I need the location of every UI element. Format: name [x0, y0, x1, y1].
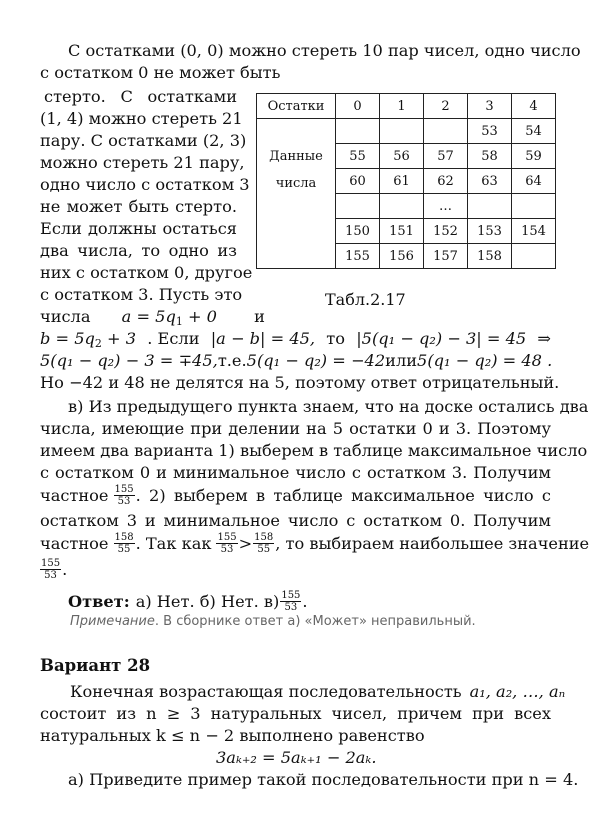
text-line: имеем два варианта 1) выберем в таблице максимальное число	[40, 441, 588, 460]
equation-line-c	[40, 350, 551, 372]
table-cell	[512, 244, 556, 269]
table-header-cell: 0	[336, 94, 380, 119]
math-implies: ⇒	[537, 329, 551, 348]
left-line: пару. С остатками (2, 3)	[40, 131, 247, 150]
text-segment: . Так как	[135, 533, 212, 553]
text-line: в) Из предыдущего пункта знаем, что на доске остались два	[68, 397, 589, 416]
math-eq-48: 5(q₁ − q₂) = 48 .	[417, 351, 553, 370]
variant-equation: 3aₖ₊₂ = 5aₖ₊₁ − 2aₖ.	[216, 748, 377, 767]
left-line: стерто. С остатками	[44, 87, 237, 106]
variant-line-5: а) Приведите пример такой последовательности при n = 4.	[68, 770, 579, 789]
variant-text: Конечная возрастающая последовательность	[70, 682, 462, 701]
fraction	[114, 532, 135, 555]
text-line: с остатком 0 и минимальное число с остатком 3. Получим	[40, 463, 551, 482]
table-caption: Табл.2.17	[325, 290, 406, 309]
table-row-label-2: числа	[275, 175, 317, 191]
table-cell	[380, 119, 424, 144]
left-line: них с остатком 0, другое	[40, 263, 253, 282]
left-line: два числа, то одно из	[40, 241, 237, 260]
table-cell: …	[424, 194, 468, 219]
table-cell: 64	[512, 169, 556, 194]
fraction-denominator: 55	[117, 544, 131, 555]
table-header-cell: 4	[512, 94, 556, 119]
fraction	[40, 558, 61, 581]
table-cell: 56	[380, 144, 424, 169]
text-line-frac-2	[40, 532, 590, 555]
table-cell: 60	[336, 169, 380, 194]
word-quotient: частное	[40, 533, 109, 553]
table-header-label: Остатки	[257, 94, 336, 119]
table-cell: 53	[468, 119, 512, 144]
table-header-row	[257, 94, 556, 119]
fraction-denominator: 53	[44, 570, 57, 581]
fraction-numerator: 158	[114, 532, 134, 543]
table-cell: 54	[512, 119, 556, 144]
table-cell: 55	[336, 144, 380, 169]
table-cell: 57	[424, 144, 468, 169]
note	[70, 614, 476, 629]
word-and: и	[254, 307, 265, 326]
left-line: можно стереть 21 пару,	[40, 153, 245, 172]
variant-sequence: a₁, a₂, …, aₙ	[469, 682, 566, 701]
answer-end: .	[302, 591, 308, 611]
fraction-denominator: 55	[257, 544, 271, 555]
table-cell	[424, 119, 468, 144]
table-cell: 156	[380, 244, 424, 269]
left-line: не может быть стерто.	[40, 197, 237, 216]
fraction-numerator: 155	[281, 590, 301, 601]
math-abs-diff: |a − b| = 45,	[210, 329, 316, 348]
text-line: числа, имеющие при делении на 5 остатки 0 и 3. Поэтому	[40, 419, 551, 438]
table-cell	[336, 194, 380, 219]
word-numbers: числа	[40, 307, 91, 326]
answer-label: Ответ:	[68, 591, 130, 611]
fraction	[280, 590, 301, 613]
fraction-numerator: 155	[114, 484, 134, 495]
variant-line-1	[70, 681, 566, 703]
table-cell: 63	[468, 169, 512, 194]
table-cell	[468, 194, 512, 219]
word-then: то	[326, 329, 345, 348]
text-line-frac-3	[40, 558, 67, 581]
table-cell: 154	[512, 219, 556, 244]
fraction-denominator: 53	[284, 602, 298, 613]
text-segment: , то выбираем наибольшее значение	[275, 533, 590, 553]
text-line: остатком 3 и минимальное число с остатком 0. Получим	[40, 511, 551, 530]
variant-line-2: состоит из n ≥ 3 натуральных чисел, причем при всех	[40, 704, 551, 723]
table-row	[257, 119, 556, 144]
remainders-table	[256, 93, 556, 269]
table-header-cell: 2	[424, 94, 468, 119]
text-line-frac-1	[40, 484, 551, 507]
table-cell: 151	[380, 219, 424, 244]
word-if: . Если	[147, 329, 200, 348]
variant-line-3: натуральных k ≤ n − 2 выполнено равенство	[40, 726, 425, 745]
math-greater: >	[238, 533, 253, 553]
table-cell: 157	[424, 244, 468, 269]
math-abs-eq: |5(q₁ − q₂) − 3| = 45	[356, 329, 527, 348]
intro-line-1: С остатками (0, 0) можно стереть 10 пар чисел, одно число	[68, 41, 581, 60]
table-cell: 158	[468, 244, 512, 269]
fraction-numerator: 155	[41, 558, 61, 569]
left-line: с остатком 3. Пусть это	[40, 285, 243, 304]
table-cell: 62	[424, 169, 468, 194]
fraction-numerator: 158	[254, 532, 274, 543]
table-cell	[380, 194, 424, 219]
fraction-denominator: 53	[220, 544, 234, 555]
math-b-def: $b = 5q_2 + 3$	[40, 329, 137, 350]
text-segment: . 2) выберем в таблице максимальное число с	[135, 485, 551, 505]
fraction-numerator: 155	[217, 532, 237, 543]
text-line: Но −42 и 48 не делятся на 5, поэтому ответ отрицательный.	[40, 373, 560, 392]
intro-line-2: с остатком 0 не может быть	[40, 63, 281, 82]
fraction	[114, 484, 135, 507]
math-eq-pm: 5(q₁ − q₂) − 3 = ∓45,	[40, 351, 218, 370]
answer-body: а) Нет. б) Нет. в)	[135, 591, 280, 611]
note-body: . В сборнике ответ а) «Может» неправильный.	[154, 614, 476, 629]
table-cell: 150	[336, 219, 380, 244]
variant-title: Вариант 28	[40, 656, 151, 675]
note-label: Примечание	[70, 614, 155, 629]
fraction	[253, 532, 274, 555]
table-cell: 152	[424, 219, 468, 244]
table-cell: 59	[512, 144, 556, 169]
table-row-label	[257, 119, 336, 269]
answer-line	[68, 590, 308, 613]
table-cell: 58	[468, 144, 512, 169]
left-line: (1, 4) можно стереть 21	[40, 109, 243, 128]
left-line: Если должны остаться	[40, 219, 237, 238]
table-header-cell: 1	[380, 94, 424, 119]
table-cell: 153	[468, 219, 512, 244]
word-ie: т.е.	[217, 351, 247, 370]
math-eq-neg42: 5(q₁ − q₂) = −42	[246, 351, 386, 370]
fraction	[216, 532, 237, 555]
table-cell	[336, 119, 380, 144]
text-segment: .	[62, 559, 68, 579]
word-quotient: частное	[40, 485, 109, 505]
fraction-denominator: 53	[117, 496, 131, 507]
math-a-def: $a = 5q_1 + 0$	[121, 307, 217, 328]
table-cell: 61	[380, 169, 424, 194]
table-row-label-1: Данные	[269, 148, 323, 164]
left-line: одно число с остатком 3	[40, 175, 250, 194]
word-or: или	[385, 351, 418, 370]
table-cell: 155	[336, 244, 380, 269]
table-header-cell: 3	[468, 94, 512, 119]
table-cell	[512, 194, 556, 219]
